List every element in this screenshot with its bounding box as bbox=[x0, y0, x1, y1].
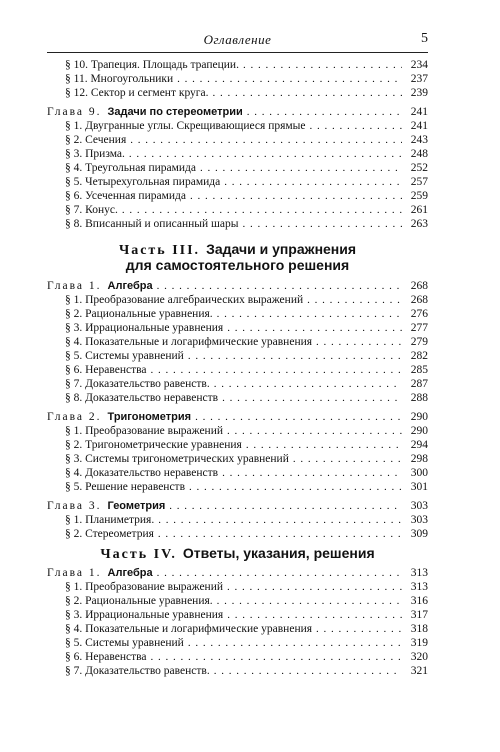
toc-entry: § 5. Четырехугольная пирамида . . . 257 bbox=[47, 175, 428, 189]
toc-entry: § 7. Доказательство равенств. . . . 287 bbox=[47, 377, 428, 391]
toc-entry: § 8. Доказательство неравенств . . . 288 bbox=[47, 391, 428, 405]
toc-entry: § 3. Иррациональные уравнения . . . 317 bbox=[47, 608, 428, 622]
toc-entry: § 2. Сечения . . . 243 bbox=[47, 133, 428, 147]
toc-entry: § 1. Планиметрия. . . . 303 bbox=[47, 513, 428, 527]
toc-entry: § 6. Неравенства . . . 320 bbox=[47, 650, 428, 664]
toc-entry: § 4. Треугольная пирамида . . . 252 bbox=[47, 161, 428, 175]
toc-entry: § 5. Системы уравнений . . . 282 bbox=[47, 349, 428, 363]
toc-entry: § 7. Доказательство равенств. . . . 321 bbox=[47, 664, 428, 678]
toc-entry: § 5. Решение неравенств . . . 301 bbox=[47, 480, 428, 494]
toc-entry: § 8. Вписанный и описанный шары . . . 263 bbox=[47, 217, 428, 231]
toc-entry: § 10. Трапеция. Площадь трапеции. . . . 234 bbox=[47, 58, 428, 72]
running-title: Оглавление bbox=[203, 32, 272, 47]
part-heading: Часть IV. Ответы, указания, решения bbox=[100, 545, 375, 562]
page-number: 5 bbox=[421, 31, 428, 46]
toc-entry: § 1. Преобразование выражений . . . 313 bbox=[47, 580, 428, 594]
toc-entry: § 4. Показательные и логарифмические уравнения . . . 279 bbox=[47, 335, 428, 349]
toc-chapter: Глава 2. Тригонометрия . . . 290 bbox=[47, 410, 428, 424]
toc-entry: § 6. Неравенства . . . 285 bbox=[47, 363, 428, 377]
toc-entry: § 2. Рациональные уравнения. . . . 276 bbox=[47, 307, 428, 321]
toc-chapter: Глава 1. Алгебра . . . 313 bbox=[47, 566, 428, 580]
toc-entry: § 4. Показательные и логарифмические уравнения . . . 318 bbox=[47, 622, 428, 636]
toc-entry: § 5. Системы уравнений . . . 319 bbox=[47, 636, 428, 650]
toc-entry: § 6. Усеченная пирамида . . . 259 bbox=[47, 189, 428, 203]
toc-entry: § 3. Иррациональные уравнения . . . 277 bbox=[47, 321, 428, 335]
toc-chapter: Глава 3. Геометрия . . . 303 bbox=[47, 499, 428, 513]
running-header bbox=[47, 30, 428, 53]
toc-chapter: Глава 9. Задачи по стереометрии . . . 241 bbox=[47, 105, 428, 119]
toc-entry: § 4. Доказательство неравенств . . . 300 bbox=[47, 466, 428, 480]
toc-entry: § 2. Стереометрия . . . 309 bbox=[47, 527, 428, 541]
part-heading-line2: для самостоятельного решения bbox=[125, 257, 350, 273]
toc-entry: § 2. Тригонометрические уравнения . . . 294 bbox=[47, 438, 428, 452]
toc-entry: § 12. Сектор и сегмент круга. . . . 239 bbox=[47, 86, 428, 100]
part-heading: Часть III. Задачи и упражнения bbox=[118, 241, 357, 258]
toc-chapter: Глава 1. Алгебра . . . 268 bbox=[47, 279, 428, 293]
toc-entry: § 3. Призма. . . . 248 bbox=[47, 147, 428, 161]
toc-entry: § 1. Преобразование выражений . . . 290 bbox=[47, 424, 428, 438]
toc-entry: § 11. Многоугольники . . . 237 bbox=[47, 72, 428, 86]
toc-entry: § 1. Преобразование алгебраических выражений . . . 268 bbox=[47, 293, 428, 307]
toc-entry: § 7. Конус. . . . 261 bbox=[47, 203, 428, 217]
toc-entry: § 3. Системы тригонометрических уравнений . . . 298 bbox=[47, 452, 428, 466]
toc-entry: § 1. Двугранные углы. Скрещивающиеся прямые . . . 241 bbox=[47, 119, 428, 133]
toc-entry: § 2. Рациональные уравнения. . . . 316 bbox=[47, 594, 428, 608]
